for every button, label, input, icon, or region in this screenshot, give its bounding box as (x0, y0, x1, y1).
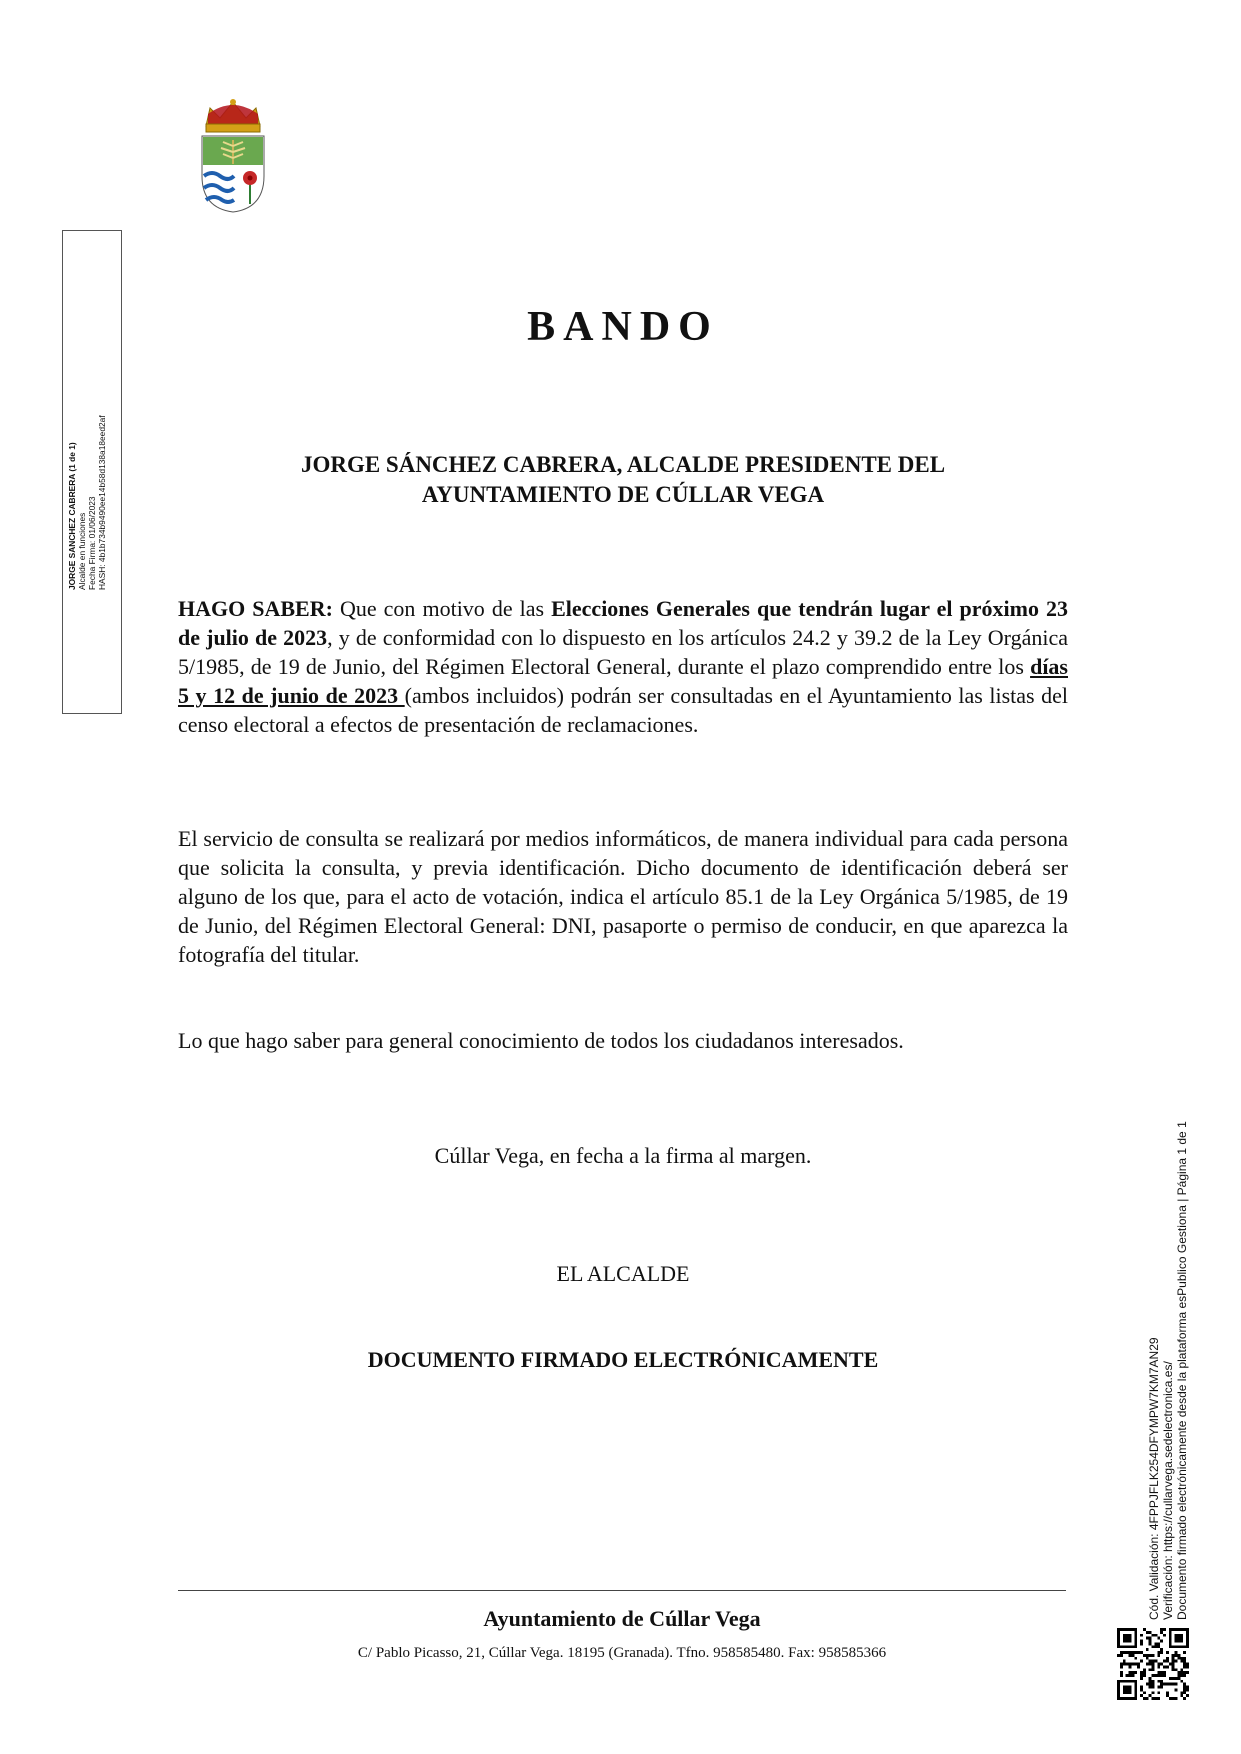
announcement-elections: Elecciones Generales que tendrán lugar el próximo 23 de julio de 2023 (178, 596, 1068, 650)
paragraph-service: El servicio de consulta se realizará por medios informáticos, de manera individual para cada persona que solicita la consulta, y previa identificación. Dicho documento de identificación deberá ser alguno de los que, para el acto de votación, indica el artículo 85.1 de la Ley Orgánica 5/1985, de 19 de Junio, del Régimen Electoral General: DNI, pasaporte o permiso de conducir, en que aparezca la fotografía del titular. (178, 826, 1068, 967)
signature-role: Alcalde en funciones (77, 512, 87, 590)
validation-note: Documento firmado electrónicamente desde la plataforma esPublico Gestiona | Página 1 de 1 (1175, 1121, 1189, 1620)
validation-url: Verificación: https://cullarvega.sedelectronica.es/ (1161, 1361, 1175, 1620)
signer-title: EL ALCALDE (556, 1261, 690, 1286)
place-date: Cúllar Vega, en fecha a la firma al margen. (434, 1143, 812, 1168)
announcement-lead: HAGO SABER: (178, 596, 333, 621)
signature-name: JORGE SANCHEZ CABRERA (1 de 1) (67, 442, 77, 590)
page-title: BANDO (527, 304, 719, 350)
paragraph-closing: Lo que hago saber para general conocimiento de todos los ciudadanos interesados. (178, 1028, 904, 1053)
document-heading (178, 450, 1068, 510)
announcement-text-2: , y de conformidad con lo dispuesto en los artículos 24.2 y 39.2 de la Ley Orgánica 5/1985, de 19 de Junio, del Régimen Electoral General, durante el plazo comprendido entre los (178, 625, 1068, 679)
footer-address: C/ Pablo Picasso, 21, Cúllar Vega. 18195 (Granada). Tfno. 958585480. Fax: 958585366 (357, 1645, 887, 1661)
announcement-text-3: (ambos incluidos) podrán ser consultadas en el Ayuntamiento las listas del censo electoral a efectos de presentación de reclamaciones. (178, 683, 1068, 737)
heading-line-2: AYUNTAMIENTO DE CÚLLAR VEGA (421, 482, 825, 507)
footer-divider (178, 1590, 1066, 1591)
paragraph-announcement (178, 594, 1068, 739)
footer-organization: Ayuntamiento de Cúllar Vega (483, 1606, 761, 1631)
validation-code: Cód. Validación: 4FPPJFLK254DFYMPW7KM7AN29 (1147, 1337, 1161, 1620)
qr-code-icon (1117, 1628, 1189, 1700)
announcement-dates: días 5 y 12 de junio de 2023 (178, 654, 1068, 708)
signature-hash: HASH: 4b1b734b9490ee14b58d138a18eed2af (97, 415, 107, 590)
validation-strip (1147, 1060, 1189, 1620)
coat-of-arms-icon (198, 96, 268, 214)
heading-line-1: JORGE SÁNCHEZ CABRERA, ALCALDE PRESIDENTE DEL (300, 452, 946, 477)
signature-stamp (67, 350, 107, 590)
signature-date: Fecha Firma: 01/06/2023 (87, 496, 97, 590)
signed-note: DOCUMENTO FIRMADO ELECTRÓNICAMENTE (367, 1347, 879, 1372)
announcement-text-1: Que con motivo de las (332, 596, 552, 621)
